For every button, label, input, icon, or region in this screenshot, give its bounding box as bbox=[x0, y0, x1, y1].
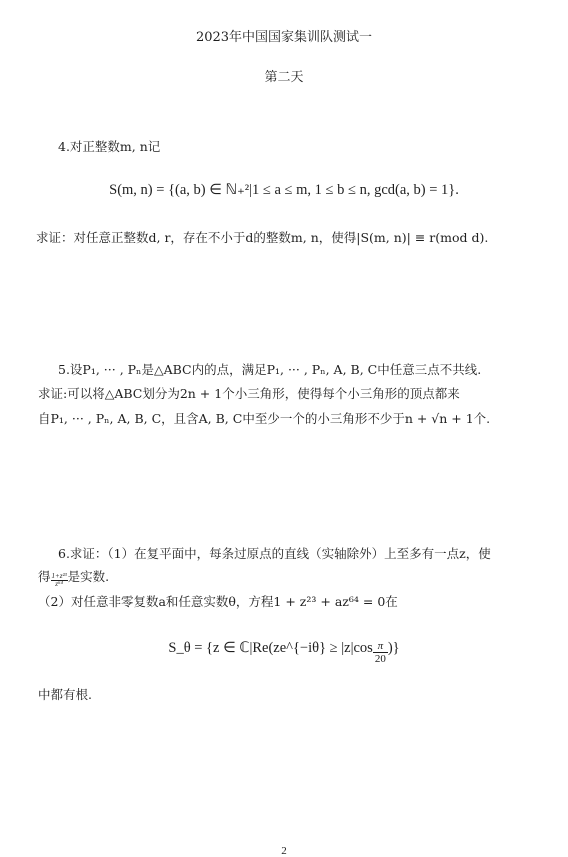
exam-title: 2023年中国国家集训队测试一 bbox=[195, 30, 373, 45]
problem-4-statement: 求证：对任意正整数d, r，存在不小于d的整数m, n，使得|S(m, n)| ≡ r(mod d). bbox=[36, 230, 489, 245]
problem-5-line-3: 自P₁, ··· , Pₙ, A, B, C，且含A, B, C中至少一个的小三角形不少于n + √n + 1个. bbox=[38, 411, 491, 426]
problem-6-line-2-prefix: 得 bbox=[38, 569, 51, 584]
problem-4-intro: 4.对正整数m, n记 bbox=[58, 139, 161, 154]
fraction-real-condition bbox=[51, 573, 68, 588]
problem-4-definition: S(m, n) = {(a, b) ∈ ℕ₊²|1 ≤ a ≤ m, 1 ≤ b ≤ n, gcd(a, b) = 1}. bbox=[109, 182, 459, 198]
problem-6-line-3: （2）对任意非零复数a和任意实数θ，方程1 + z²³ + az⁶⁴ = 0在 bbox=[38, 594, 398, 609]
page-number: 2 bbox=[281, 845, 287, 857]
fraction-denominator: 20 bbox=[374, 653, 386, 665]
problem-6-conclusion: 中都有根. bbox=[38, 687, 92, 702]
problem-6-line-1: 6.求证：（1）在复平面中，每条过原点的直线（实轴除外）上至多有一点z，使 bbox=[58, 546, 491, 561]
problem-5-line-2: 求证:可以将△ABC划分为2n + 1个小三角形，使得每个小三角形的顶点都来 bbox=[38, 386, 460, 401]
problem-6-line-2 bbox=[38, 569, 109, 588]
fraction-numerator: π bbox=[373, 640, 388, 653]
problem-6-line-2-suffix: 是实数. bbox=[67, 569, 110, 584]
problem-6-set-definition bbox=[0, 640, 568, 665]
fraction-numerator: 1+z²³ bbox=[51, 572, 67, 580]
set-prefix: S_θ = {z ∈ ℂ|Re(ze^{−iθ} ≥ |z|cos bbox=[168, 640, 373, 656]
fraction-pi-over-20 bbox=[373, 640, 388, 665]
fraction-denominator: z⁶⁴ bbox=[55, 580, 63, 588]
problem-5-line-1: 5.设P₁, ··· , Pₙ是△ABC内的点，满足P₁, ··· , Pₙ, A, B, C中任意三点不共线. bbox=[58, 362, 482, 377]
day-heading: 第二天 bbox=[264, 70, 304, 85]
set-suffix: )} bbox=[387, 640, 400, 656]
